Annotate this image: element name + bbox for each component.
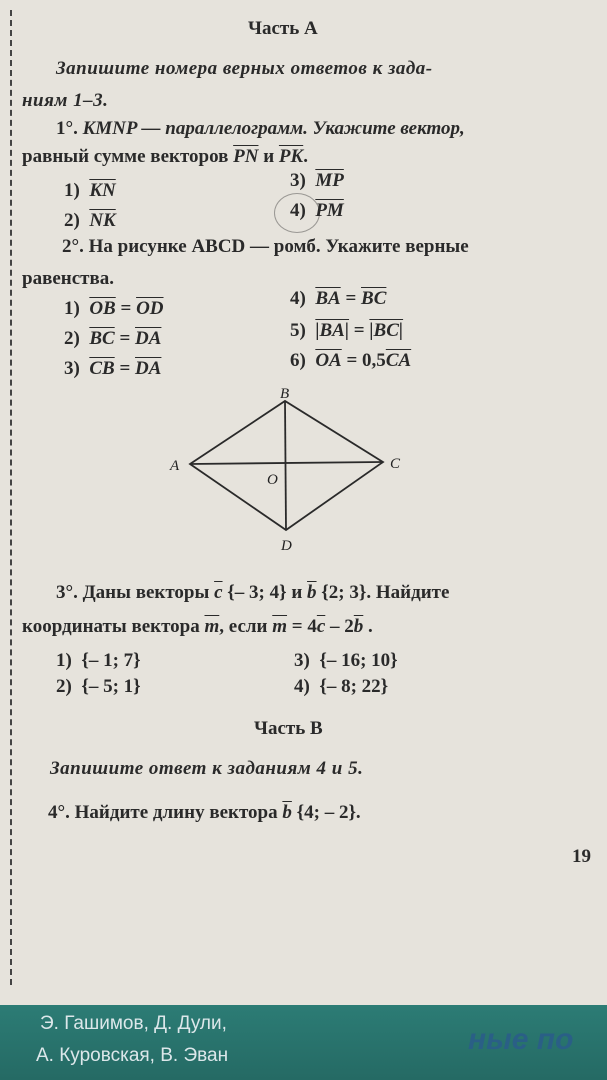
vertex-label-d: D [281, 538, 292, 554]
task1-text-b: равный сумме векторов [22, 146, 229, 167]
cover-authors-line1: Э. Гашимов, Д. Дули, [40, 1013, 227, 1034]
option-value: {– 5; 1} [81, 676, 141, 697]
task4-line [48, 802, 361, 824]
task2-option-4 [290, 288, 386, 310]
task1-and: и [263, 146, 275, 167]
option-label: 3) [290, 170, 306, 191]
task3-vector-c: $\overline{c}$ [214, 582, 223, 603]
part-b-instruction: Запишите ответ к заданиям 4 и 5. [50, 758, 364, 779]
task3-vector-c: $\overline{c}$ [316, 616, 326, 637]
task4-text: Найдите длину вектора [74, 802, 278, 823]
option-right: $\overline{BC}$ [361, 288, 387, 309]
cover-title-fragment: ные по [468, 1023, 574, 1056]
task3-text: координаты вектора [22, 616, 200, 637]
option-label: 6) [290, 350, 306, 371]
task3-option-4 [294, 676, 388, 698]
option-left: $\overline{OA}$ [315, 350, 342, 371]
task3-line1 [56, 582, 449, 604]
vertex-label-b: B [280, 386, 290, 402]
task2-line1 [62, 236, 469, 258]
vertex-label-c: C [390, 456, 401, 472]
option-op: = [119, 328, 131, 349]
part-a-title: Часть А [248, 18, 318, 39]
option-right: $\overline{DA}$ [135, 358, 162, 379]
option-value: $\overline{KN}$ [89, 180, 116, 201]
task4-number: 4°. [48, 802, 70, 823]
task1-vector-pn: $\overline{PN}$ [233, 146, 259, 167]
task1-line1 [56, 118, 465, 140]
task2-number: 2°. [62, 236, 84, 257]
option-label: 1) [56, 650, 72, 671]
option-right: $\overline{DA}$ [135, 328, 162, 349]
option-right: $\overline{OD}$ [136, 298, 164, 319]
task3-period: . [368, 616, 373, 637]
task2-text-a: На рисунке ABCD — ромб. Укажите верные [88, 236, 469, 257]
part-b-title: Часть В [254, 718, 323, 739]
option-left: $\overline{BA}$ [315, 288, 341, 309]
option-left: $\overline{CB}$ [89, 358, 115, 379]
option-op: = [120, 298, 132, 319]
option-value: {– 1; 7} [81, 650, 141, 671]
option-label: 5) [290, 320, 306, 341]
option-label: 4) [294, 676, 310, 697]
option-left: $\overline{OB}$ [89, 298, 116, 319]
task3-number: 3°. [56, 582, 78, 603]
cover-authors-line2: А. Куровская, В. Эван [36, 1045, 229, 1066]
option-label: 1) [64, 298, 80, 319]
task3-option-3 [294, 650, 398, 672]
page-number: 19 [572, 846, 591, 867]
option-left: $\overline{BC}$ [89, 328, 115, 349]
task3-option-2 [56, 676, 141, 698]
task2-option-2 [64, 328, 161, 350]
option-value: {– 16; 10} [319, 650, 398, 671]
book-cover-strip [0, 1005, 607, 1080]
option-label: 2) [64, 328, 80, 349]
task1-text-a: KMNP — параллелограмм. Укажите вектор, [82, 118, 465, 139]
option-label: 3) [294, 650, 310, 671]
task3-text: Даны векторы [82, 582, 210, 603]
option-label: 1) [64, 180, 80, 201]
part-a-instruction-line1: Запишите номера верных ответов к зада- [56, 58, 433, 79]
task2-option-6 [290, 350, 411, 372]
rhombus-diagram [160, 384, 420, 554]
vertex-label-a: A [170, 458, 180, 474]
task3-minus: – 2 [330, 616, 354, 637]
task3-coords-b: {2; 3}. [321, 582, 372, 603]
task3-and: и [291, 582, 303, 603]
center-label-o: O [267, 472, 278, 488]
option-value: $\overline{NK}$ [89, 210, 116, 231]
task2-option-5 [290, 320, 403, 342]
task1-option-2 [64, 210, 116, 232]
task2-option-1 [64, 298, 164, 320]
option-left: |BA| [315, 320, 350, 341]
cut-line [10, 10, 12, 985]
option-right: $\overline{CA}$ [385, 350, 412, 371]
task3-vector-m: $\overline{m}$ [204, 616, 220, 637]
task1-option-1 [64, 180, 116, 202]
task3-text: Найдите [375, 582, 450, 603]
option-label: 2) [64, 210, 80, 231]
task3-vector-b: $\overline{b}$ [353, 616, 364, 637]
option-value: {– 8; 22} [319, 676, 389, 697]
option-label: 2) [56, 676, 72, 697]
task1-option-4 [290, 200, 344, 222]
diagonal-bd [285, 401, 286, 530]
option-value: $\overline{MP}$ [315, 170, 344, 191]
task1-line2 [22, 146, 308, 168]
option-label: 4) [290, 200, 306, 221]
task1-option-3 [290, 170, 344, 192]
diagonal-ac [190, 462, 383, 464]
task3-text: , если [219, 616, 268, 637]
task3-option-1 [56, 650, 141, 672]
part-a-instruction-line2: ниям 1–3. [22, 90, 109, 111]
option-op: = [345, 288, 357, 309]
option-op: = [353, 320, 365, 341]
option-label: 4) [290, 288, 306, 309]
option-op: = [119, 358, 131, 379]
task3-vector-m: $\overline{m}$ [272, 616, 288, 637]
task2-text-b: равенства. [22, 268, 114, 289]
task1-number: 1°. [56, 118, 78, 139]
task1-vector-pk: $\overline{PK}$ [278, 146, 304, 167]
task4-vector-b: $\overline{b}$ [282, 802, 292, 823]
task3-vector-b: $\overline{b}$ [307, 582, 317, 603]
option-op: = 0,5 [346, 350, 386, 371]
option-value: $\overline{PM}$ [315, 200, 344, 221]
task3-coords-c: {– 3; 4} [227, 582, 287, 603]
task2-option-3 [64, 358, 161, 380]
task3-line2 [22, 616, 373, 638]
option-right: |BC| [369, 320, 404, 341]
task1-period: . [303, 146, 308, 167]
task4-coords: {4; – 2}. [296, 802, 361, 823]
option-label: 3) [64, 358, 80, 379]
task3-eq: = 4 [291, 616, 317, 637]
